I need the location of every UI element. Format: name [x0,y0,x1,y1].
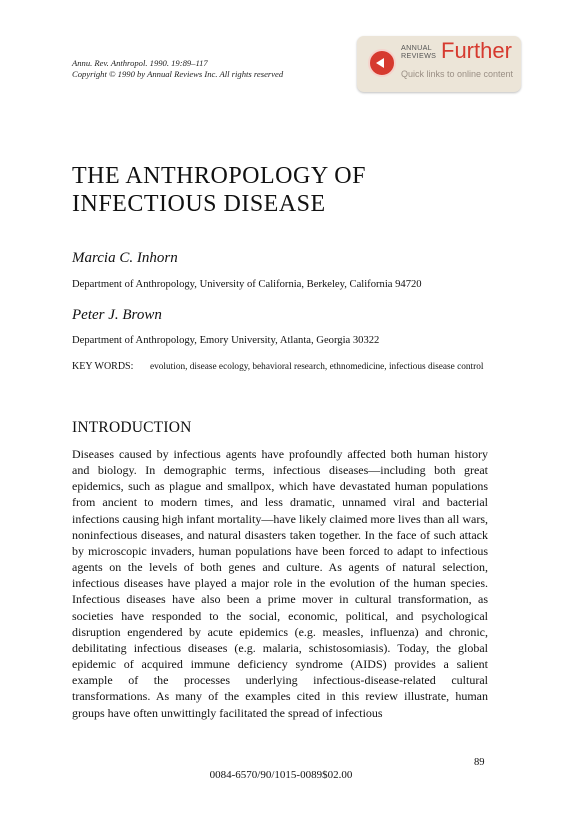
author-affiliation: Department of Anthropology, Emory University, Atlanta, Georgia 30322 [72,335,380,346]
back-arrow-icon [368,49,396,77]
page-number: 89 [474,757,485,768]
citation-line-1: Annu. Rev. Anthropol. 1990. 19:89–117 [72,58,208,68]
author-name: Marcia C. Inhorn [72,250,178,266]
article-title: THE ANTHROPOLOGY OF INFECTIOUS DISEASE [72,163,366,217]
further-tagline: Quick links to online content [401,69,514,79]
keywords-list: evolution, disease ecology, behavioral research, ethnomedicine, infectious disease control [150,362,484,372]
further-banner[interactable] [357,36,521,92]
author-name: Peter J. Brown [72,307,162,323]
citation-line-2: Copyright © 1990 by Annual Reviews Inc. All rights reserved [72,69,284,79]
keywords-label: KEY WORDS: [72,361,134,372]
annual-reviews-logo: ANNUAL REVIEWS [401,43,437,60]
intro-paragraph: Diseases caused by infectious agents have profoundly affected both human history and biology. In demographic terms, infectious diseases—including both great epidemics, such as plague and smallpox, which have devastated human populations from ancient to modern times, and less dramatic, unnamed viral and bacterial infections causing high infant mortality—have likely claimed more lives than all wars, noninfectious diseases, and natural disasters taken together. In the face of such attack by microscopic invaders, human populations have been forced to adapt to infectious agents on the levels of both genes and culture. As agents of natural selection, infectious diseases have played a major role in the evolution of the human species. Infectious diseases have also been a prime mover in cultural transformation, as societies have responded to the social, economic, political, and psychological disruption engendered by acute epidemics (e.g. measles, influenza) and chronic, debilitating infectious diseases (e.g. malaria, schistosomiasis). Today, the global epidemic of acquired immune deficiency syndrome (AIDS) provides a salient example of the processes underlying infectious-disease-related cultural transformations. As many of the examples cited in this review illustrate, human groups have often unwittingly facilitated the spread of infectious [72,447,488,720]
issn-line: 0084-6570/90/1015-0089$02.00 [209,769,353,781]
further-wordmark: Further [441,38,512,63]
section-heading: INTRODUCTION [72,419,192,436]
journal-citation [72,58,283,80]
author-affiliation: Department of Anthropology, University of California, Berkeley, California 94720 [72,279,422,290]
